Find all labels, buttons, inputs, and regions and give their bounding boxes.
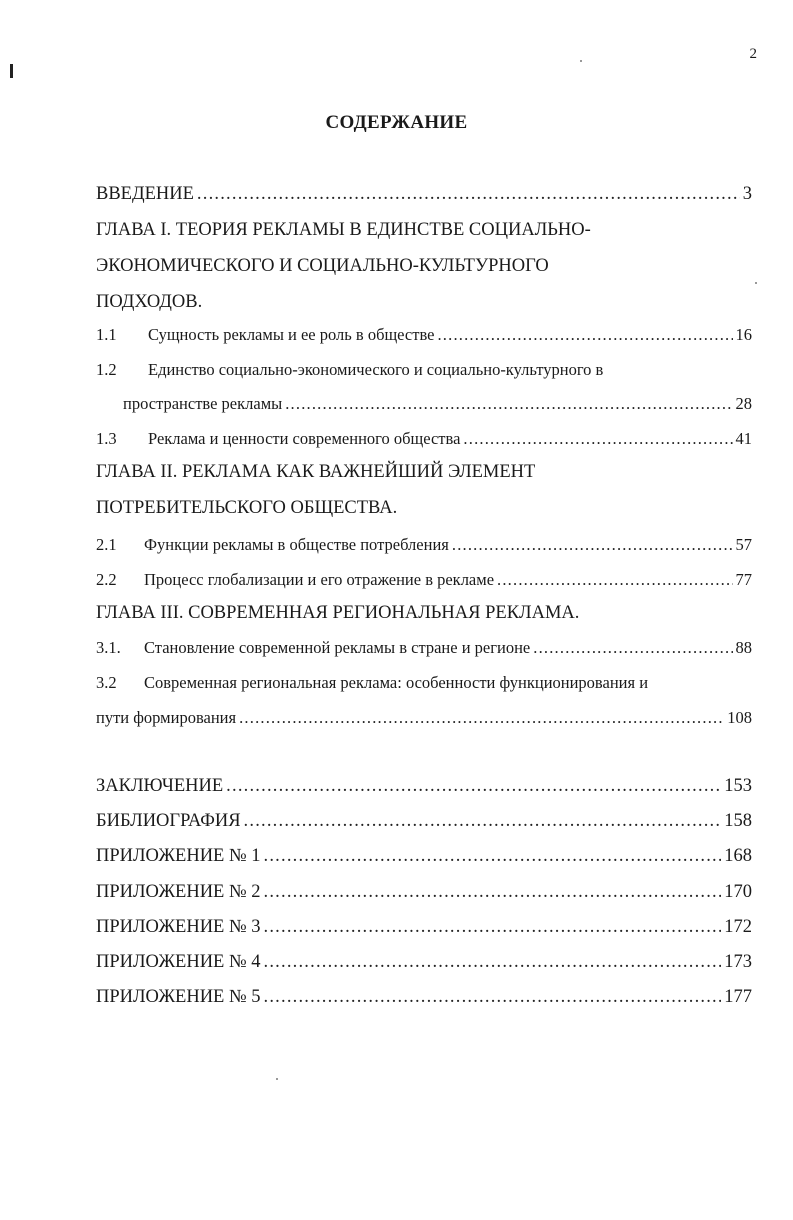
dot-leader [437,317,732,352]
toc-label: ЗАКЛЮЧЕНИЕ [96,776,224,796]
dot-leader [226,768,721,804]
toc-page: 153 [724,776,752,796]
toc-label: ПРИЛОЖЕНИЕ № 4 [96,952,261,972]
toc-label: ВВЕДЕНИЕ [96,184,194,204]
toc-entry-appendix[interactable] [96,838,752,874]
dot-leader [497,562,732,597]
toc-entry-bibliography[interactable] [96,803,752,839]
scan-speck [755,282,757,284]
toc-label: Современная региональная реклама: особенности функционирования и [144,673,649,692]
toc-page: 16 [735,325,752,344]
toc-page: 88 [735,638,752,657]
toc-entry-conclusion[interactable] [96,768,752,804]
toc-page: 173 [724,952,752,972]
dot-leader [264,979,722,1015]
toc-entry-appendix[interactable] [96,909,752,945]
toc-entry-section[interactable] [96,527,752,562]
dot-leader [197,176,740,212]
toc-entry-section[interactable] [96,562,752,597]
toc-label: Сущность рекламы и ее роль в обществе [148,325,435,344]
dot-leader [264,909,722,945]
dot-leader [463,421,732,456]
toc-page: 168 [724,846,752,866]
toc-label: пути формирования [96,708,237,727]
toc-page: 170 [724,882,752,902]
toc-entry-section[interactable] [96,317,752,352]
toc-page: 57 [735,535,752,554]
toc-page: 158 [724,811,752,831]
toc-page: 28 [735,394,752,413]
section-number: 1.2 [96,360,117,379]
toc-label: ПРИЛОЖЕНИЕ № 5 [96,987,261,1007]
toc-label: ПРИЛОЖЕНИЕ № 3 [96,917,261,937]
dot-leader [452,527,733,562]
toc-label: Процесс глобализации и его отражение в рекламе [144,570,495,589]
page-number: 2 [749,46,757,62]
dot-leader [285,386,732,421]
toc-entry-section[interactable] [96,630,752,665]
toc-label: Реклама и ценности современного общества [148,429,461,448]
toc-label: Становление современной рекламы в стране и регионе [144,638,531,657]
section-number: 2.1 [96,535,117,554]
dot-leader [264,944,722,980]
toc-page: 77 [735,570,752,589]
dot-leader [533,630,732,665]
toc-label: Единство социально-экономического и социально-культурного в [148,360,604,379]
section-number: 3.1. [96,638,121,657]
toc-label: ПРИЛОЖЕНИЕ № 2 [96,882,261,902]
section-number: 1.1 [96,325,117,344]
toc-entry-section[interactable] [96,665,752,700]
toc-label: Функции рекламы в обществе потребления [144,535,449,554]
table-of-contents [96,0,752,1220]
dot-leader [264,838,722,874]
toc-entry-appendix[interactable] [96,874,752,910]
chapter-heading-line: ЭКОНОМИЧЕСКОГО И СОЦИАЛЬНО-КУЛЬТУРНОГО [96,256,549,276]
toc-entry-appendix[interactable] [96,979,752,1015]
toc-entry-continuation[interactable] [96,386,752,421]
dot-leader [239,700,724,735]
toc-entry-continuation[interactable] [96,700,752,735]
toc-page: 172 [724,917,752,937]
toc-entry-section[interactable] [96,352,752,387]
toc-label: БИБЛИОГРАФИЯ [96,811,241,831]
toc-page: 177 [724,987,752,1007]
toc-page: 3 [742,184,752,204]
toc-label: пространстве рекламы [123,394,283,413]
toc-label: ПРИЛОЖЕНИЕ № 1 [96,846,261,866]
page-title: СОДЕРЖАНИЕ [325,112,468,133]
chapter-heading-line[interactable]: ГЛАВА III. СОВРЕМЕННАЯ РЕГИОНАЛЬНАЯ РЕКЛАМА. [96,603,580,623]
section-number: 3.2 [96,673,117,692]
toc-entry-appendix[interactable] [96,944,752,980]
dot-leader [264,874,722,910]
toc-entry-section[interactable] [96,421,752,456]
toc-page: 108 [727,708,752,727]
chapter-heading-line[interactable]: ГЛАВА I. ТЕОРИЯ РЕКЛАМЫ В ЕДИНСТВЕ СОЦИАЛЬНО- [96,220,591,240]
section-number: 2.2 [96,570,117,589]
chapter-heading-line: ПОТРЕБИТЕЛЬСКОГО ОБЩЕСТВА. [96,498,398,518]
margin-mark [10,64,13,78]
chapter-heading-line[interactable]: ГЛАВА II. РЕКЛАМА КАК ВАЖНЕЙШИЙ ЭЛЕМЕНТ [96,462,536,482]
toc-entry-intro[interactable] [96,176,752,212]
toc-page: 41 [735,429,752,448]
section-number: 1.3 [96,429,117,448]
dot-leader [244,803,722,839]
chapter-heading-line: ПОДХОДОВ. [96,292,203,312]
